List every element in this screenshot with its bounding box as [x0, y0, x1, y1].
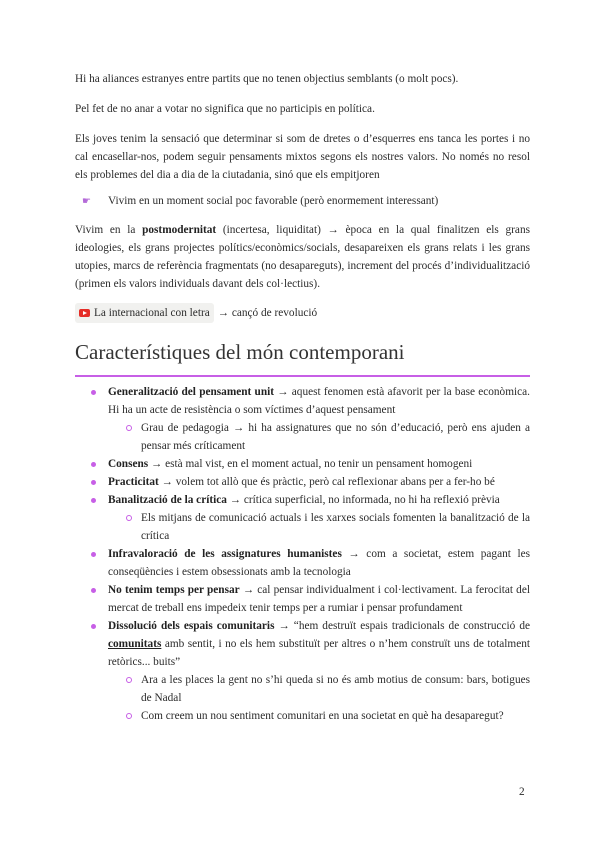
youtube-link-label: La internacional con letra [94, 307, 210, 319]
sub-list-item: Grau de pedagogia → hi ha assignatures que no són d’educació, però ens ajuden a pensar més críticament [108, 419, 530, 455]
item-text: → “hem destruït espais tradicionals de construcció de [274, 620, 530, 632]
sub-list [108, 509, 530, 545]
page-number: 2 [519, 786, 525, 798]
pointing-hand-icon: ☛ [82, 195, 91, 207]
paragraph-postmodernitat [75, 221, 530, 293]
sub-list-item: Ara a les places la gent no s’hi queda si no és amb motius de consum: bars, botigues de Nadal [108, 671, 530, 707]
list-item [75, 491, 530, 545]
item-bold: Generalització del pensament unit [108, 386, 274, 398]
item-bold: Infravaloració de les assignatures humanistes [108, 548, 342, 560]
callout-text: Vivim en un moment social poc favorable (però enormement interessant) [108, 195, 439, 207]
item-text: → crítica superficial, no informada, no hi ha reflexió prèvia [226, 494, 500, 506]
list-item [75, 455, 530, 473]
item-text: amb sentit, i no els hem substituït per altres o n’hem construït uns de totalment retòrics... buits” [108, 638, 530, 668]
list-item [75, 383, 530, 455]
item-underline: comunitats [108, 638, 162, 650]
item-bold: Dissolució dels espais comunitaris [108, 620, 275, 632]
paragraph-link [75, 303, 530, 323]
p4-post: (incertesa, liquiditat) → època en la qual finalitzen els grans ideologies, els grans projectes polítics/econòmics/socials, desapareixen els grans relats i les grans utopies, marcs de referència fragmentats (no desapareguts), increment del procés d’individualització (primen els valors individuals davant dels col·lectius). [75, 224, 530, 290]
callout-block [82, 192, 522, 210]
list-item [75, 617, 530, 725]
item-text: → cal pensar individualment i col·lectivament. La ferocitat del mercat de treball ens impedeix tenir temps per a rumiar i pensar profundament [108, 584, 530, 614]
paragraph-joves: Els joves tenim la sensació que determinar si som de dretes o d’esquerres ens tanca les portes i no cal encasellar-nos, podem seguir pensaments mixtos segons els nostres valors. No només no resol els problemes del dia a dia de la ciutadania, sinó que els empitjoren [75, 133, 530, 181]
p4-pre: Vivim en la [75, 224, 143, 236]
list-item [75, 473, 530, 491]
paragraph-aliances: Hi ha aliances estranyes entre partits que no tenen objectius semblants (o molt pocs). [75, 73, 459, 85]
item-bold: No tenim temps per pensar [108, 584, 240, 596]
sub-list-item: Els mitjans de comunicació actuals i les xarxes socials fomenten la banalització de la crítica [108, 509, 530, 545]
list-item [75, 545, 530, 581]
youtube-icon [79, 309, 90, 317]
paragraph-votar: Pel fet de no anar a votar no significa que no participis en política. [75, 103, 375, 115]
item-text: → com a societat, estem pagant les conseqüències i estem obsessionats amb la tecnologia [108, 548, 530, 578]
youtube-link[interactable] [75, 303, 214, 323]
p4-bold: postmodernitat [142, 224, 217, 236]
item-text: → volem tot allò que és pràctic, però cal reflexionar abans per a fer-ho bé [158, 476, 495, 488]
characteristics-list [75, 383, 530, 725]
item-bold: Consens [108, 458, 149, 470]
item-text: → aquest fenomen està afavorit per la base econòmica. Hi ha un acte de resistència o som víctimes d’aquest pensament [108, 386, 530, 416]
list-item [75, 581, 530, 617]
item-bold: Practicitat [108, 476, 159, 488]
item-bold: Banalització de la crítica [108, 494, 227, 506]
sub-list-item: Com creem un nou sentiment comunitari en una societat en què ha desaparegut? [108, 707, 530, 725]
section-divider [75, 375, 530, 377]
sub-list [108, 671, 530, 725]
sub-list [108, 419, 530, 455]
item-text: → està mal vist, en el moment actual, no tenir un pensament homogeni [148, 458, 473, 470]
section-title: Característiques del món contemporani [75, 340, 405, 364]
link-suffix: → cançó de revolució [217, 307, 318, 319]
